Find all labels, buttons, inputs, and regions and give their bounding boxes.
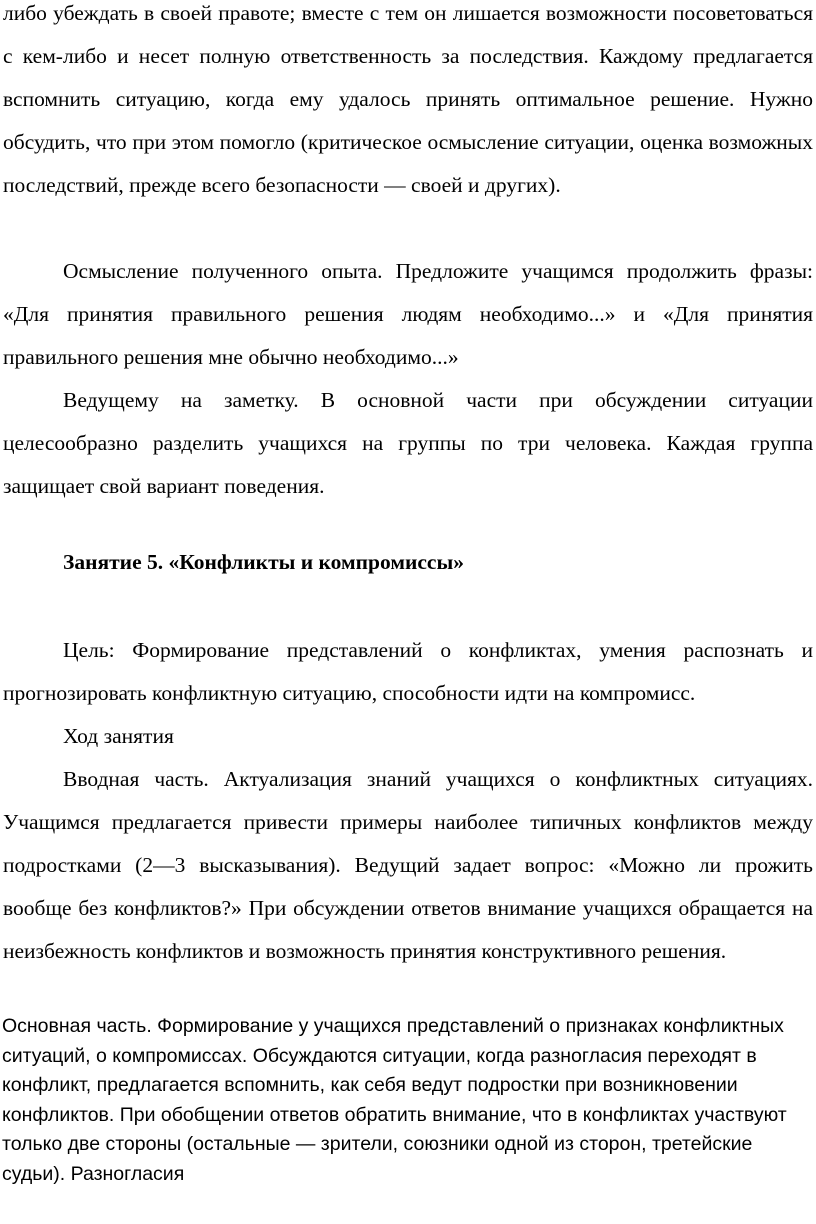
paragraph-facilitator-note: Ведущему на заметку. В основной части при обсуждении ситуации целесообразно разделить учащихся на группы по три человека. Каждая группа защищает свой вариант поведения.	[3, 388, 813, 498]
paragraph-lesson-progress-title: Ход занятия	[63, 724, 174, 748]
paragraph-main-part: Основная часть. Формирование у учащихся представлений о признаках конфликтных ситуаций, о компромиссах. Обсуждаются ситуации, когда разногласия переходят в конфликт, предлагается вспомнить, как себя ведут подростки при возникновении конфликтов. При обобщении ответов обратить внимание, что в конфликтах участвуют только две стороны (остальные — зрители, союзники одной из сторон, третейские судьи). Разногласия	[2, 1015, 787, 1185]
paragraph-reflection: Осмысление полученного опыта. Предложите учащимся продолжить фразы: «Для принятия правильного решения людям необходимо...» и «Для принятия правильного решения мне обычно необходимо...»	[3, 259, 813, 369]
paragraph-introduction: Вводная часть. Актуализация знаний учащихся о конфликтных ситуациях. Учащимся предлагается привести примеры наиболее типичных конфликтов между подростками (2—3 высказывания). Ведущий задает вопрос: «Можно ли прожить вообще без конфликтов?» При обсуждении ответов внимание учащихся обращается на неизбежность конфликтов и возможность принятия конструктивного решения.	[3, 767, 813, 963]
paragraph-decision-making: либо убеждать в своей правоте; вместе с тем он лишается возможности посоветоваться с кем-либо и несет полную ответственность за последствия. Каждому предлагается вспомнить ситуацию, когда ему удалось принять оптимальное решение. Нужно обсудить, что при этом помогло (критическое осмысление ситуации, оценка возможных последствий, прежде всего безопасности — своей и других).	[3, 1, 813, 197]
paragraph-lesson-goal: Цель: Формирование представлений о конфликтах, умения распознать и прогнозировать конфликтную ситуацию, способности идти на компромисс.	[3, 638, 813, 705]
lesson-heading: Занятие 5. «Конфликты и компромиссы»	[63, 550, 464, 574]
